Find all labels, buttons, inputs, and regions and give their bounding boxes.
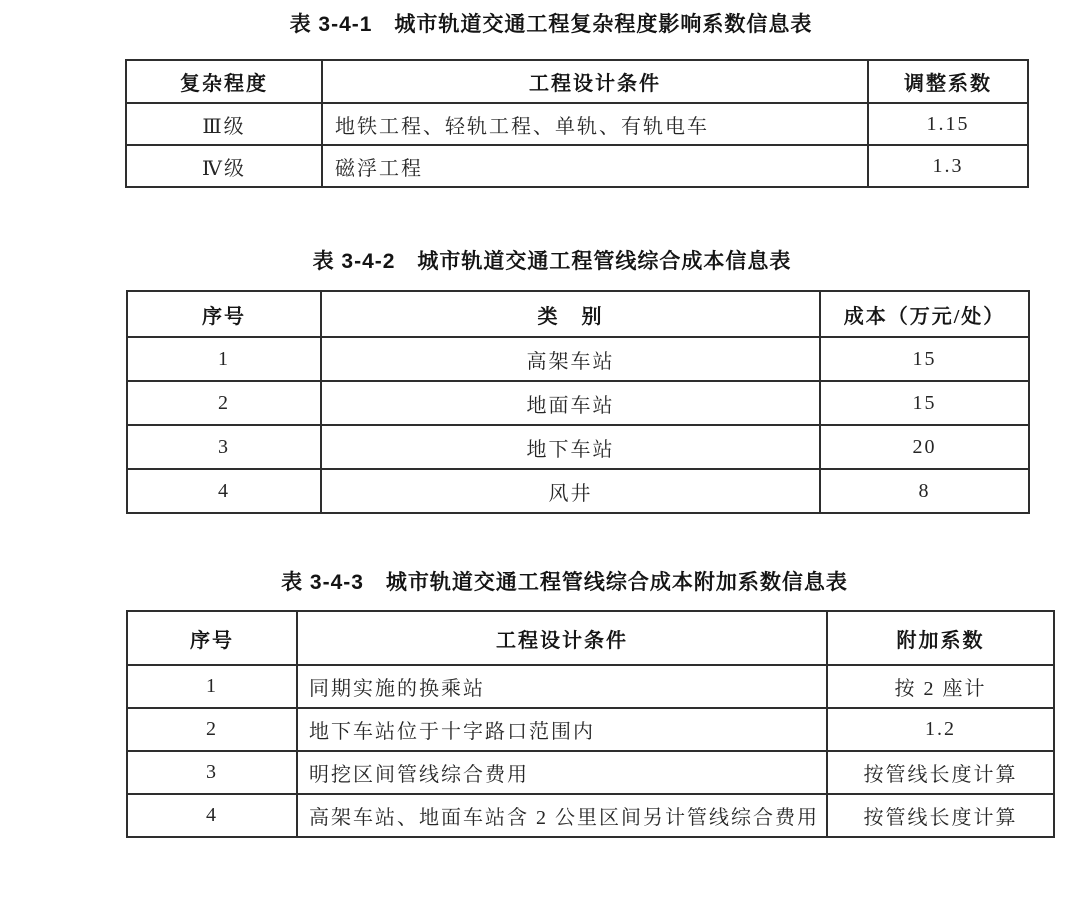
table-1-body <box>126 103 1028 187</box>
column-header: 附加系数 <box>827 611 1054 665</box>
table-row <box>127 665 1054 708</box>
table-cell: 1.3 <box>868 145 1028 187</box>
column-header: 调整系数 <box>868 60 1028 103</box>
table-cell: 高架车站、地面车站含 2 公里区间另计管线综合费用 <box>297 794 827 837</box>
table-2-body <box>127 337 1029 513</box>
table-cell: Ⅳ级 <box>126 145 322 187</box>
table-cell: 1 <box>127 337 321 381</box>
table-cell: 风井 <box>321 469 820 513</box>
column-header: 序号 <box>127 291 321 337</box>
section-complexity-coefficient <box>125 0 992 188</box>
table-cell: 4 <box>127 469 321 513</box>
table-cell: 明挖区间管线综合费用 <box>297 751 827 794</box>
table-cell: 按管线长度计算 <box>827 751 1054 794</box>
table-cell: 8 <box>820 469 1029 513</box>
table-cell: 4 <box>127 794 297 837</box>
table-cell: 2 <box>127 708 297 751</box>
table-3-title: 表 3-4-3 城市轨道交通工程管线综合成本附加系数信息表 <box>281 571 848 594</box>
table-row <box>126 145 1028 187</box>
table-cell: 同期实施的换乘站 <box>297 665 827 708</box>
table-cell: 地下车站 <box>321 425 820 469</box>
table-2-header <box>127 291 1029 337</box>
table-row <box>127 751 1054 794</box>
table-row <box>127 337 1029 381</box>
table-cell: 按 2 座计 <box>827 665 1054 708</box>
table-cell: 地铁工程、轻轨工程、单轨、有轨电车 <box>322 103 868 145</box>
table-3-header <box>127 611 1054 665</box>
column-header: 复杂程度 <box>126 60 322 103</box>
table-cell: 地面车站 <box>321 381 820 425</box>
table-1-header <box>126 60 1028 103</box>
complexity-impact-coefficient-table <box>125 59 1029 188</box>
table-row <box>127 708 1054 751</box>
table-2-title: 表 3-4-2 城市轨道交通工程管线综合成本信息表 <box>312 250 792 273</box>
section-additional-coefficient <box>126 567 1018 838</box>
table-cell: 1.2 <box>827 708 1054 751</box>
section-pipeline-cost <box>126 246 1006 514</box>
column-header: 工程设计条件 <box>322 60 868 103</box>
column-header: 成本（万元/处） <box>820 291 1029 337</box>
table-row <box>126 103 1028 145</box>
table-cell: Ⅲ级 <box>126 103 322 145</box>
table-cell: 1 <box>127 665 297 708</box>
header-row <box>127 611 1054 665</box>
table-row <box>127 469 1029 513</box>
header-row <box>127 291 1029 337</box>
column-header: 序号 <box>127 611 297 665</box>
table-cell: 地下车站位于十字路口范围内 <box>297 708 827 751</box>
header-row <box>126 60 1028 103</box>
table-1-title: 表 3-4-1 城市轨道交通工程复杂程度影响系数信息表 <box>289 13 813 36</box>
table-cell: 高架车站 <box>321 337 820 381</box>
table-cell: 按管线长度计算 <box>827 794 1054 837</box>
pipeline-cost-additional-coefficient-table <box>126 610 1055 838</box>
table-cell: 磁浮工程 <box>322 145 868 187</box>
pipeline-comprehensive-cost-table <box>126 290 1030 514</box>
table-row <box>127 794 1054 837</box>
table-cell: 1.15 <box>868 103 1028 145</box>
column-header: 工程设计条件 <box>297 611 827 665</box>
column-header: 类 别 <box>321 291 820 337</box>
table-cell: 3 <box>127 751 297 794</box>
table-row <box>127 425 1029 469</box>
table-cell: 2 <box>127 381 321 425</box>
table-cell: 3 <box>127 425 321 469</box>
table-3-body <box>127 665 1054 837</box>
table-cell: 15 <box>820 337 1029 381</box>
table-cell: 20 <box>820 425 1029 469</box>
table-row <box>127 381 1029 425</box>
table-cell: 15 <box>820 381 1029 425</box>
